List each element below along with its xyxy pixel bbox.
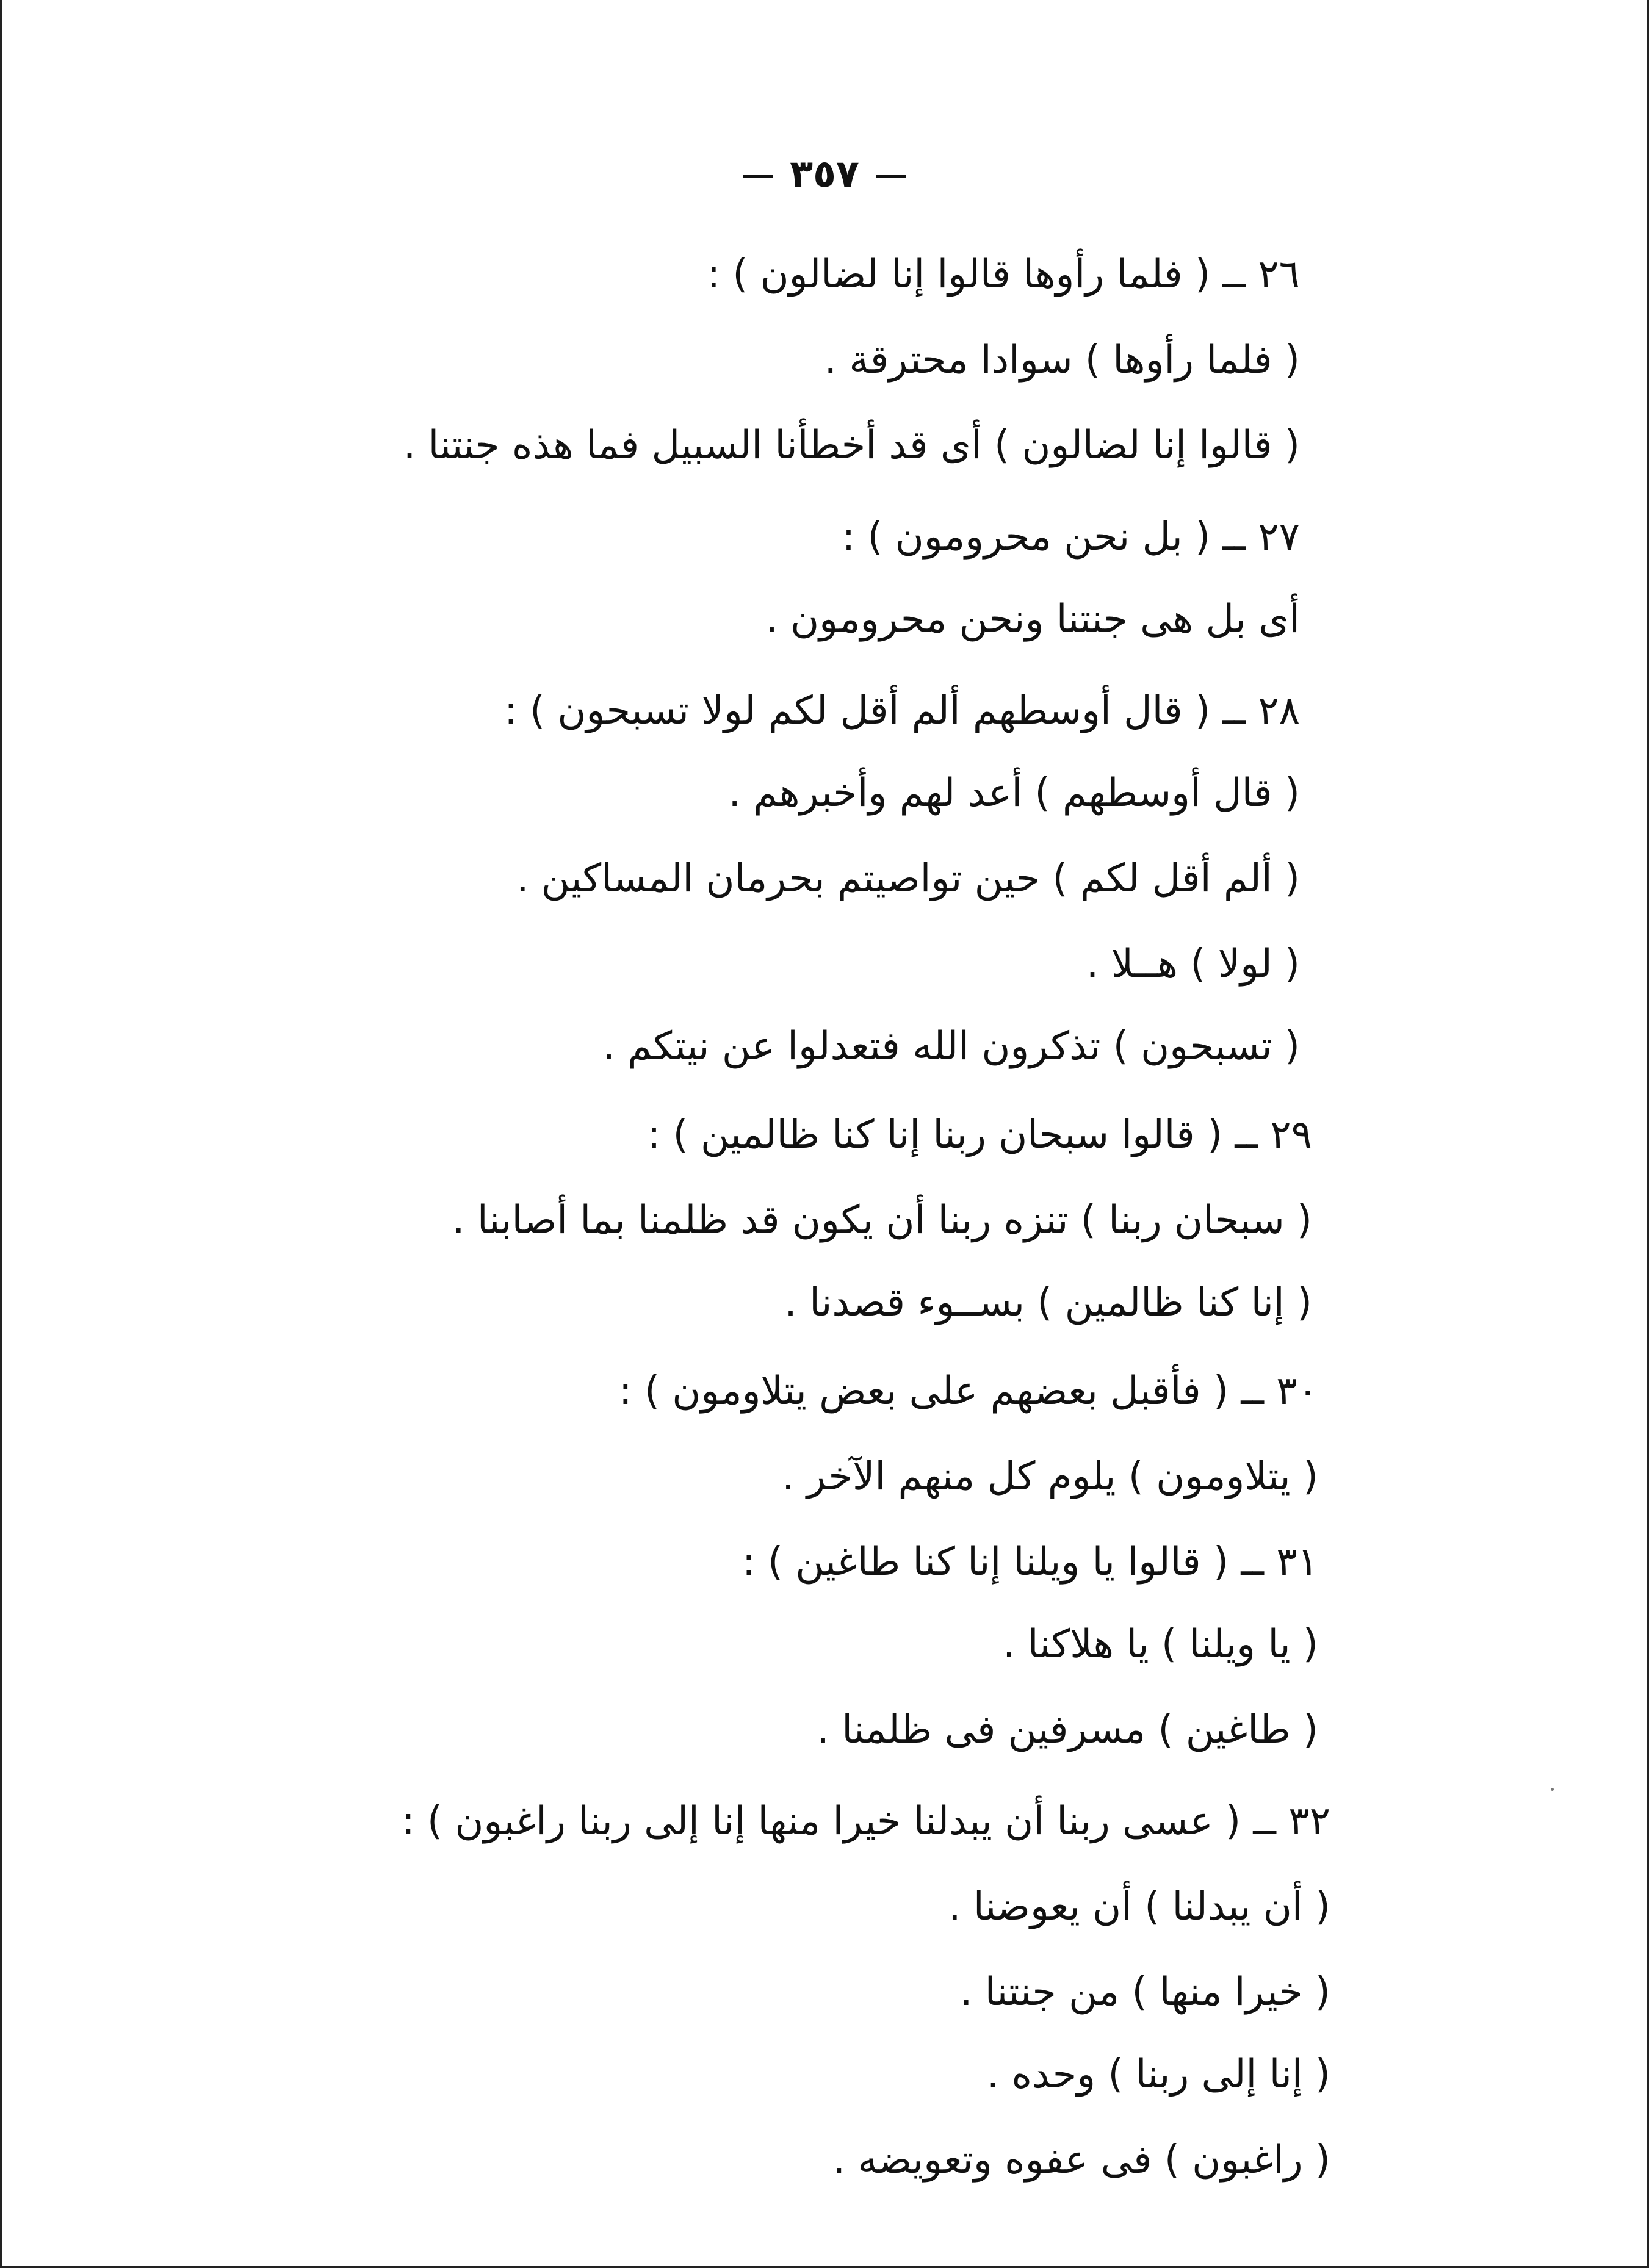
verse-heading-31: ٣١ ــ ( قالوا يا ويلنا إنا كنا طاغين ) : [742,1539,1318,1585]
page-number-dash-right [876,175,906,178]
page-number-dash-left [743,175,773,178]
gloss-line: ( إنا إلى ربنا ) وحده . [986,2052,1330,2097]
page-border-left [0,0,2,2268]
gloss-line: ( خيرا منها ) من جنتنا . [960,1970,1330,2015]
gloss-line: ( قال أوسطهم ) أعد لهم وأخبرهم . [728,771,1300,816]
verse-heading-26: ٢٦ ــ ( فلما رأوها قالوا إنا لضالون ) : [707,252,1300,297]
scan-speck [1551,1788,1554,1791]
gloss-line: ( إنا كنا ظالمين ) بســوء قصدنا . [784,1280,1312,1325]
gloss-line: ( فلما رأوها ) سوادا محترقة . [824,337,1300,383]
page-number [0,146,1649,201]
verse-heading-27: ٢٧ ــ ( بل نحن محرومون ) : [842,514,1300,560]
gloss-line: ( يا ويلنا ) يا هلاكنا . [1003,1622,1318,1667]
verse-heading-28: ٢٨ ــ ( قال أوسطهم ألم أقل لكم لولا تسبحون ) : [504,688,1300,733]
gloss-line: ( طاغين ) مسرفين فى ظلمنا . [817,1707,1318,1752]
gloss-line: أى بل هى جنتنا ونحن محرومون . [765,597,1300,642]
gloss-line: ( تسبحون ) تذكرون الله فتعدلوا عن نيتكم . [602,1024,1300,1069]
gloss-line: ( يتلاومون ) يلوم كل منهم الآخر . [782,1454,1318,1499]
gloss-line: ( قالوا إنا لضالون ) أى قد أخطأنا السبيل فما هذه جنتنا . [403,423,1300,468]
verse-heading-29: ٢٩ ــ ( قالوا سبحان ربنا إنا كنا ظالمين ) : [647,1112,1312,1157]
gloss-line: ( راغبون ) فى عفوه وتعويضه . [832,2137,1330,2183]
gloss-line: ( أن يبدلنا ) أن يعوضنا . [948,1884,1330,1929]
gloss-line: ( لولا ) هــلا . [1086,941,1300,987]
verse-heading-30: ٣٠ ــ ( فأقبل بعضهم على بعض يتلاومون ) : [619,1369,1318,1414]
verse-heading-32: ٣٢ ــ ( عسى ربنا أن يبدلنا خيرا منها إنا إلى ربنا راغبون ) : [402,1799,1330,1844]
gloss-line: ( سبحان ربنا ) تنزه ربنا أن يكون قد ظلمنا بما أصابنا . [452,1198,1312,1243]
page-number-text: ٣٥٧ [790,151,859,196]
gloss-line: ( ألم أقل لكم ) حين تواصيتم بحرمان المساكين . [516,856,1300,901]
